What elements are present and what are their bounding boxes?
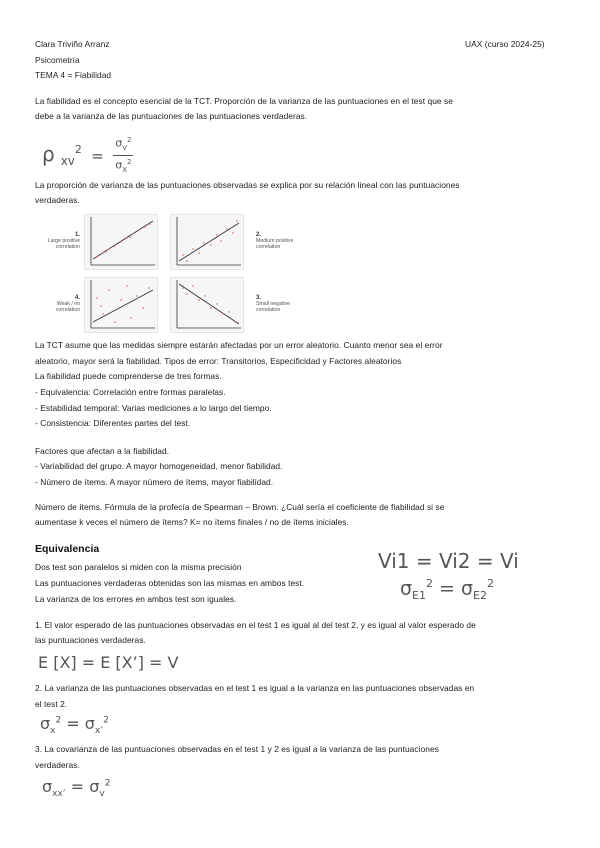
point-2-line-1: 2. La varianza de las puntuaciones observadas en el test 1 es igual a la varianza en las puntuaciones observadas en [35, 683, 475, 693]
section-heading-equivalencia: Equivalencia [35, 543, 100, 555]
tct-line-5: - Estabilidad temporal: Varias mediciones a lo largo del tiempo. [35, 403, 272, 413]
tct-line-6: - Consistencia: Diferentes partes del test. [35, 418, 191, 428]
denominator-sup: 2 [126, 157, 132, 166]
scatter-panel-2 [170, 214, 244, 270]
panel-3-label: 3. Small negative correlation [256, 295, 291, 314]
intro-line-2: debe a la varianza de las puntuaciones de las puntuaciones verdaderas. [35, 111, 308, 121]
point-2-line-2: el test 2. [35, 699, 68, 709]
error-variance-equation: $\sigma_{E1}^2 = \sigma_{E2}^2$ [400, 577, 494, 603]
factors-line-3: - Número de ítems. A mayor número de ítems, mayor fiabilidad. [35, 477, 274, 487]
rho-symbol: ρ [42, 141, 55, 166]
panel-1-label: 1. Large positive correlation [47, 232, 80, 251]
point-1-line-2: las puntuaciones verdaderas. [35, 635, 146, 645]
reliability-formula [42, 134, 133, 177]
equivalencia-line-3: La varianza de los errores en ambos test son iguales. [35, 594, 237, 604]
expected-value-equation: E [X] = E [X’] = V [38, 653, 179, 672]
numerator-sigma: σ [115, 136, 123, 150]
items-line-2: aumentase k veces el número de ítems? K= no ítems finales / no de ítems iniciales. [35, 517, 349, 527]
variance-ratio [113, 134, 133, 177]
equivalencia-line-1: Dos test son paralelos si miden con la misma precisión [35, 562, 242, 572]
proportion-line-1: La proporción de varianza de las puntuaciones observadas se explica por su relación lineal con las puntuaciones [35, 180, 460, 190]
author-name: Clara Triviño Arranz [35, 39, 110, 49]
denominator-sigma: σ [115, 158, 123, 172]
covariance-equation: $\sigma_{xx’} = \sigma_v^2$ [42, 777, 111, 800]
point-3-line-1: 3. La covarianza de las puntuaciones observadas en el test 1 y 2 es igual a la varianza de las puntuaciones [35, 744, 439, 754]
intro-line-1: La fiabilidad es el concepto esencial de la TCT. Proporción de la varianza de las puntuaciones en el test que se [35, 96, 453, 106]
panel-4-label: 4. Weak / no correlation [55, 295, 80, 314]
numerator-sup: 2 [126, 136, 132, 144]
tct-line-2: aleatorio, mayor será la fiabilidad. Tipos de error: Transitorios, Especificidad y Factores aleatorios [35, 356, 402, 366]
tct-line-4: - Equivalencia: Correlación entre formas paralelas. [35, 387, 226, 397]
subject: Psicometría [35, 55, 80, 65]
panel-2-label: 2. Medium positive correlation [256, 232, 294, 251]
rho-superscript: 2 [74, 143, 82, 157]
tct-line-1: La TCT asume que las medidas siempre estarán afectadas por un error aleatorio. Cuanto menor sea el error [35, 340, 443, 350]
scatter-panel-4 [84, 277, 158, 333]
items-line-1: Número de ítems. Fórmula de la profecía de Spearman – Brown. ¿Cuál sería el coeficiente de fiabilidad si se [35, 502, 445, 512]
factors-line-2: - Variabilidad del grupo. A mayor homogeneidad, menor fiabilidad. [35, 461, 283, 471]
topic-title: TEMA 4 = Fiabilidad [35, 70, 112, 80]
point-1-line-1: 1. El valor esperado de las puntuaciones observadas en el test 1 es igual al del test 2, y es igual al valor esperado de [35, 620, 476, 630]
numerator-sub: V [122, 143, 127, 152]
proportion-line-2: verdaderas. [35, 195, 80, 205]
scatter-panel-1 [84, 214, 158, 270]
factors-line-1: Factores que afectan a la fiabilidad. [35, 446, 170, 456]
equivalencia-line-2: Las puntuaciones verdaderas obtenidas son las mismas en ambos test. [35, 578, 305, 588]
point-3-line-2: verdaderas. [35, 760, 80, 770]
scatter-panel-3 [170, 277, 244, 333]
tct-line-3: La fiabilidad puede comprenderse de tres formas. [35, 371, 222, 381]
denominator-sub: X [122, 165, 127, 174]
rho-subscript: xv [60, 153, 75, 168]
equals-sign: = [91, 146, 104, 165]
institution-course: UAX (curso 2024-25) [465, 39, 545, 49]
true-scores-equation: Vi1 = Vi2 = Vi [378, 549, 519, 573]
observed-variance-equation: $\sigma_x^2 = \sigma_{x’}^2$ [40, 714, 109, 737]
